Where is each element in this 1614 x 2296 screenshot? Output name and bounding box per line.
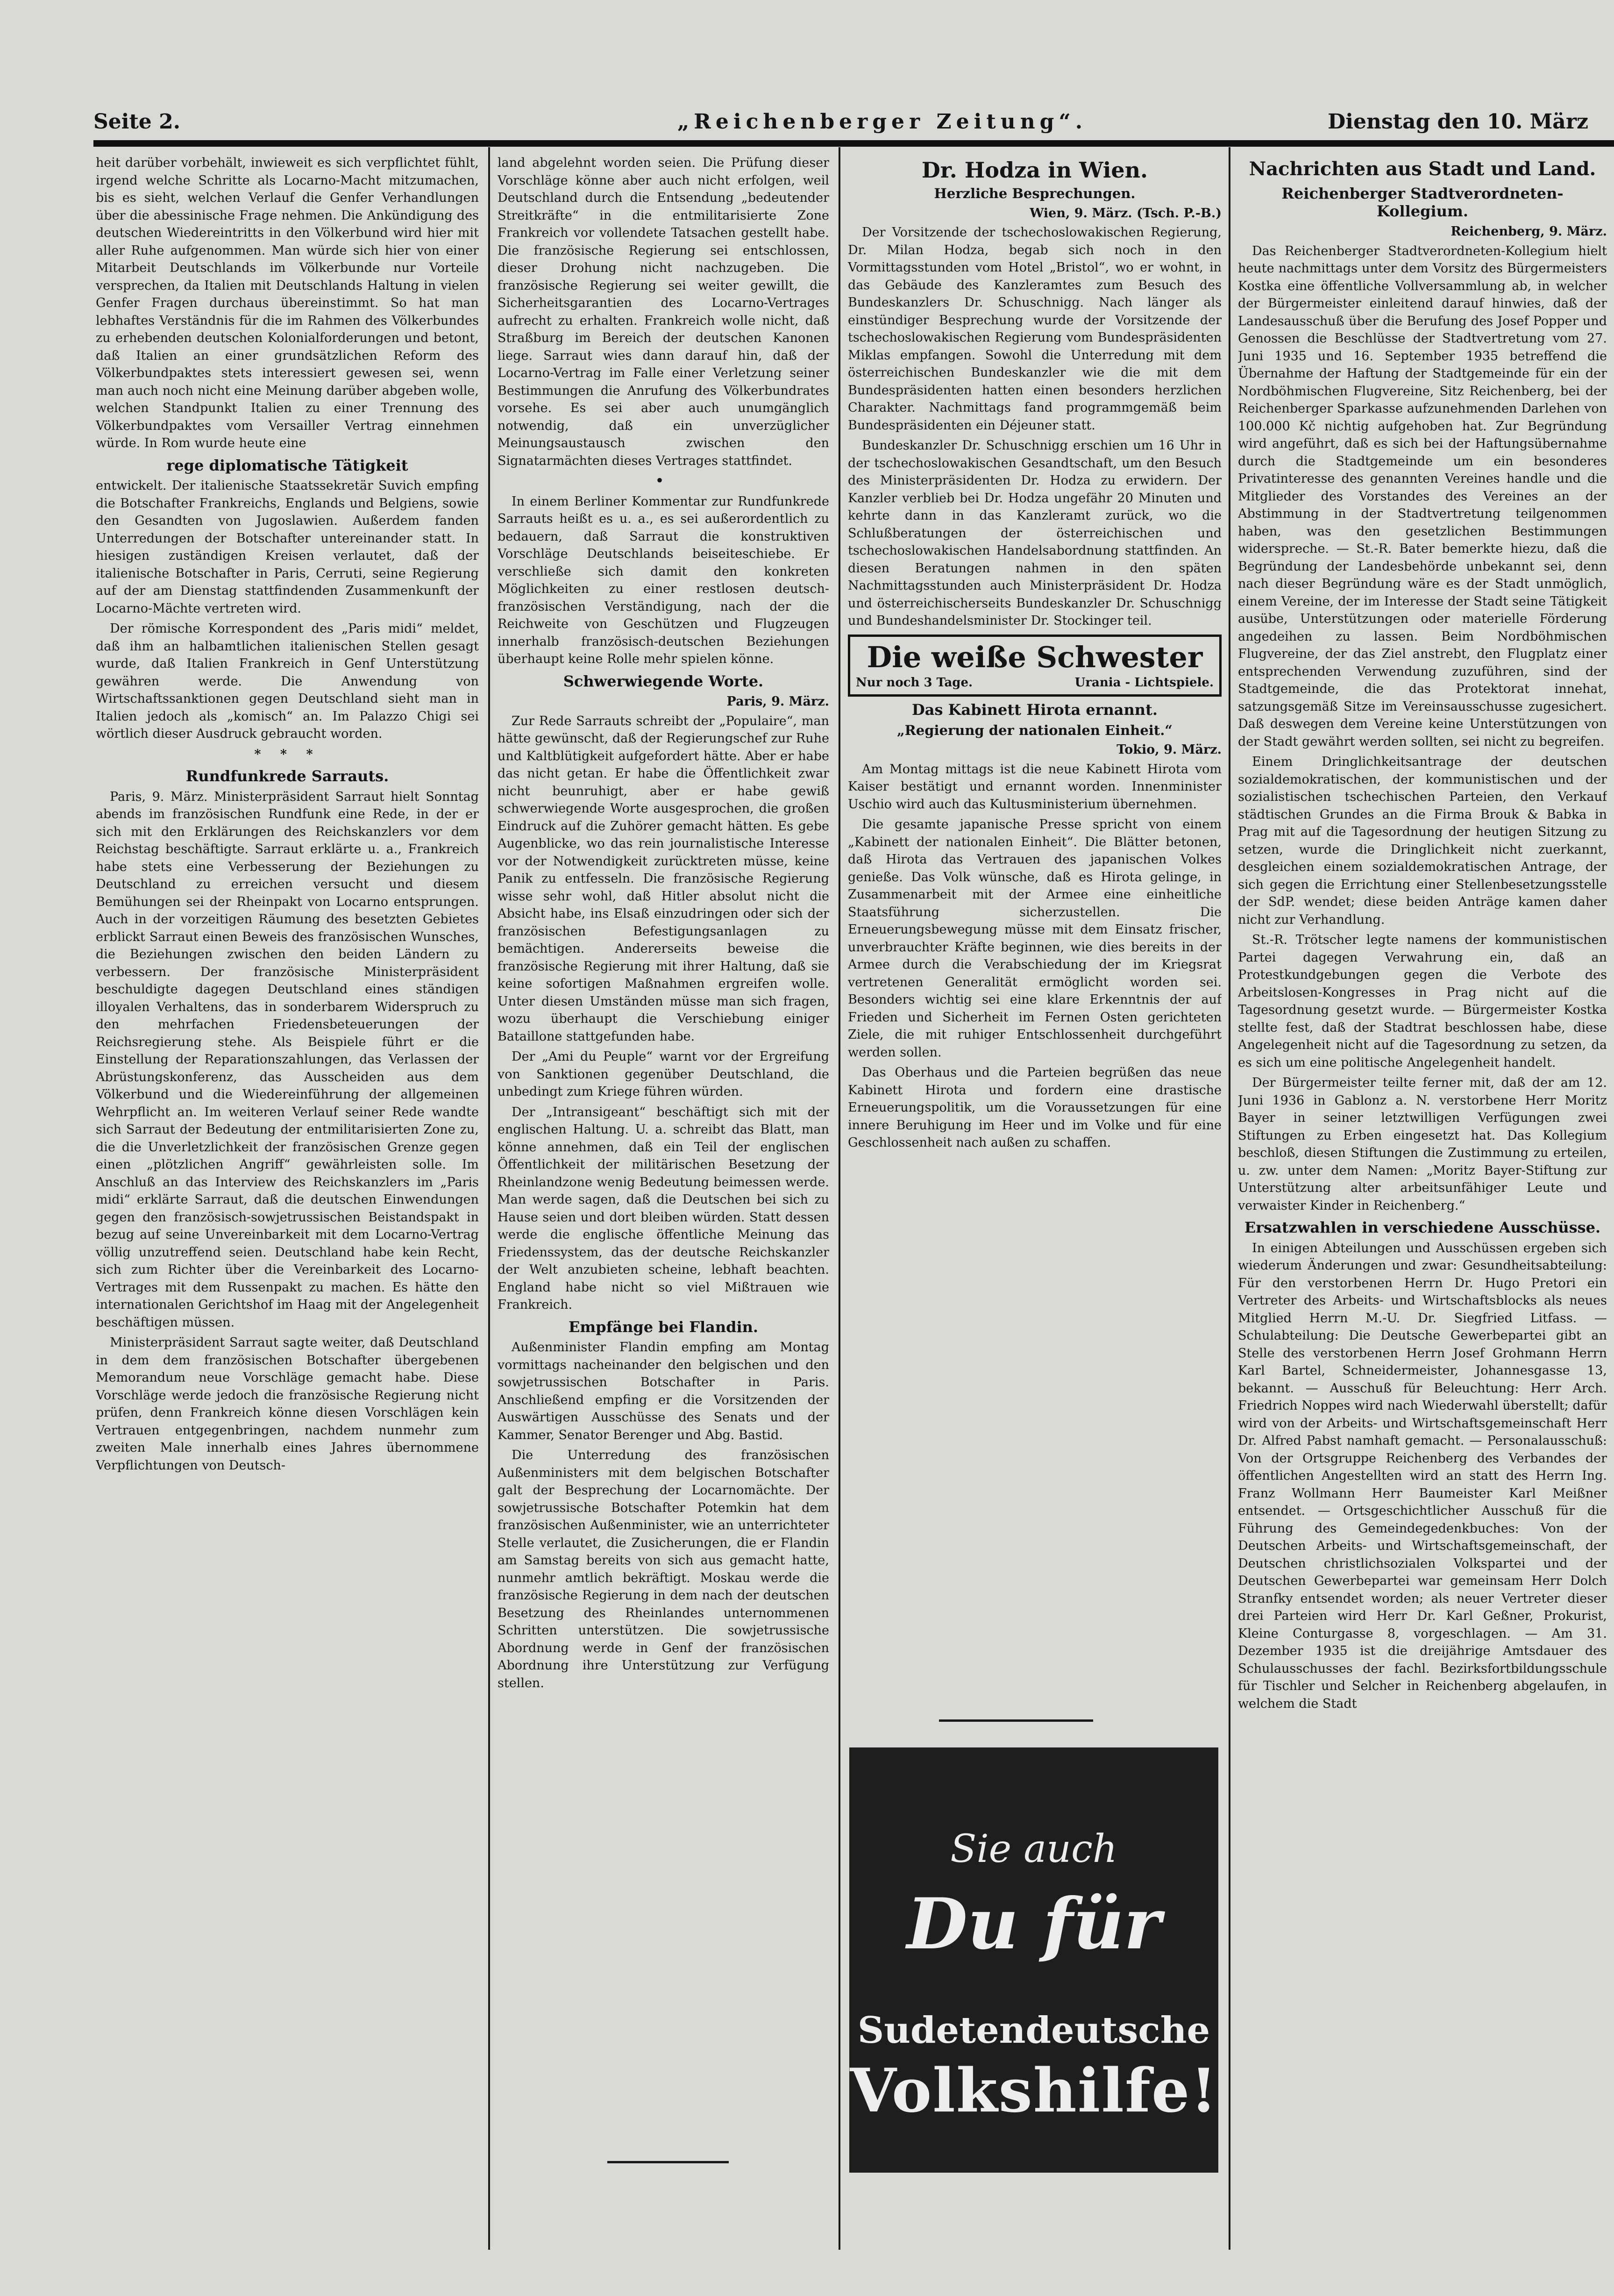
- article-paragraph: Die Unterredung des französischen Außenministers mit dem belgischen Botschafter galt der Besprechung der Locarnomächte. Der sowjetrussische Botschafter Potemkin hat dem französischen Außenminister, wie an unterrichteter Stelle verlautet, die Zusicherungen, die er Flandin am Samstag bereits von sich aus gemacht hatte, nunmehr amtlich bekräftigt. Moskau werde die französische Regierung in dem nach der deutschen Besetzung des Rheinlandes unternommenen Schritten unterstützen. Die sowjetrussische Abordnung werde in Genf der französischen Abordnung ihre Unterstützung zur Verfügung stellen.: [498, 1448, 829, 1690]
- article-end-rule: [939, 1719, 1093, 1722]
- article-paragraph: Der römische Korrespondent des „Paris midi“ meldet, daß ihm an halbamtlichen italienischen Stellen gesagt wurde, daß Italien Frankreich in Genf Unterstützung gewähren werde. Die Anwendung von Wirtschaftssanktionen gegen Deutschland sieht man in Italien jedoch als „komisch“ an. Im Palazzo Chigi sei wörtlich dieser Ausdruck gebraucht worden.: [96, 621, 479, 741]
- headline-hodza: Dr. Hodza in Wien.: [921, 157, 1148, 183]
- article-paragraph: Das Oberhaus und die Parteien begrüßen das neue Kabinett Hirota und fordern eine drastische Erneuerungspolitik, um die Voraussetzungen für eine innere Beruhigung im Heer und im Volke und für eine Geschlossenheit nach außen zu schaffen.: [848, 1065, 1222, 1150]
- article-end-rule: [607, 2161, 729, 2163]
- article-paragraph: Am Montag mittags ist die neue Kabinett Hirota vom Kaiser bestätigt und ernannt worden. Innenminister Uschio wird auch das Kultusministerium übernehmen.: [848, 762, 1222, 812]
- ad-venue: Urania - Lichtspiele.: [1074, 675, 1214, 690]
- subheading-ersatzwahlen: Ersatzwahlen in verschiedene Ausschüsse.: [1244, 1219, 1601, 1236]
- section-separator: * * *: [254, 747, 320, 762]
- ad-script-text: Sie auch: [950, 1827, 1117, 1871]
- dateline: Paris, 9. März.: [726, 694, 829, 709]
- headline-rundfunkrede: Rundfunkrede Sarrauts.: [185, 767, 389, 785]
- masthead-rule: [93, 140, 1614, 147]
- dateline: Tokio, 9. März.: [1116, 742, 1222, 757]
- article-paragraph: Außenminister Flandin empfing am Montag vormittags nacheinander den belgischen und den sowjetrussischen Botschafter in Paris. Anschließend empfing er die Vorsitzenden der Auswärtigen Ausschüsse des Senats und der Kammer, Senator Berenger und Abg. Bastid.: [498, 1340, 829, 1442]
- article-paragraph: Zur Rede Sarrauts schreibt der „Populaire“, man hätte gewünscht, daß der Regierungschef zur Ruhe und Kaltblütigkeit aufgefordert hätte. Aber er habe das nicht getan. Er habe die Öffentlichkeit zwar nicht beunruhigt, aber er habe gewiß schwerwiegende Worte ausgesprochen, die großen Eindruck auf die Zuhörer gemacht hätten. Es gebe Augenblicke, wo das rein journalistische Interesse vor der Notwendigkeit zurücktreten müsse, keine Panik zu entfesseln. Die französische Regierung wisse sehr wohl, daß Hitler absolut nicht die Absicht habe, ins Elsaß einzudringen oder sich der französischen Befestigungsanlagen zu bemächtigen. Andererseits beweise die französische Regierung mit ihrer Haltung, daß sie keine sofortigen Maßnahmen ergreifen wolle. Unter diesen Umständen müsse man sich fragen, wozu überhaupt die Verschiebung einiger Bataillone stattgefunden habe.: [498, 713, 829, 1044]
- article-paragraph: Bundeskanzler Dr. Schuschnigg erschien um 16 Uhr in der tschechoslowakischen Gesandtschaft, um den Besuch des Ministerpräsidenten Dr. Hodza zu erwidern. Der Kanzler verblieb bei Dr. Hodza ungefähr 20 Minuten und kehrte dann in das Kanzleramt zurück, wo die Schlußberatungen der österreichischen und tschechoslowakischen Handelsabordnung stattfinden. An diesen Beratungen nahmen in den späten Nachmittagsstunden auch Ministerpräsident Dr. Hodza und österreichischerseits Bundeskanzler Dr. Schuschnigg und Bundeshandelsminister Dr. Stockinger teil.: [848, 438, 1222, 628]
- article-paragraph: In einem Berliner Kommentar zur Rundfunkrede Sarrauts heißt es u. a., es sei außerordentlich zu bedauern, daß Sarraut die konstruktiven Vorschläge Deutschlands beiseiteschiebe. Er verschließe sich damit den konkreten Möglichkeiten zu einer restlosen deutsch-französischen Verständigung, nach der die Reichweite von Geschützen und Flugzeugen innerhalb französisch-deutschen Beziehungen überhaupt keine Rolle mehr spielen könne.: [498, 494, 829, 666]
- column-4: [1238, 154, 1607, 2285]
- column-divider: [1229, 147, 1230, 2250]
- ad-title: Die weiße Schwester: [867, 640, 1203, 674]
- article-paragraph: St.-R. Trötscher legte namens der kommunistischen Partei dagegen Verwahrung ein, daß an Protestkundgebungen gegen die Verbote des Arbeitslosen-Kongresses in Prag nicht auf die Tagesordnung gesetzt wurde. — Bürgermeister Kostka stellte fest, daß der Stadtrat beschlossen habe, diese Angelegenheit nicht auf die Tagesordnung zu setzen, da es sich um eine politische Angelegenheit handelt.: [1238, 933, 1607, 1070]
- column-divider: [488, 147, 490, 2250]
- subheadline: „Regierung der nationalen Einheit.“: [897, 722, 1173, 738]
- article-paragraph: Ministerpräsident Sarraut sagte weiter, daß Deutschland in dem dem französischen Botschafter übergebenen Memorandum neue Vorschläge gemacht habe. Diese Vorschläge werde jedoch die französische Regierung nicht prüfen, denn Frankreich könne diesen Vorschlägen kein Vertrauen entgegenbringen, nachdem nunmehr zum zweiten Male innerhalb eines Jahres übernommene Verpflichtungen von Deutsch-: [96, 1335, 479, 1473]
- ad-script-text: Du für: [907, 1883, 1161, 1965]
- cinema-advertisement: [848, 635, 1222, 697]
- article-paragraph: Einem Dringlichkeitsantrage der deutschen sozialdemokratischen, der kommunistischen und der sozialistischen tschechischen Parteien, den Verkauf städtischen Grundes an die Firma Brouk & Babka in Prag mit auf die Tagesordnung der heutigen Sitzung zu setzen, wurde die Dringlichkeit nicht zuerkannt, desgleichen einem sozialdemokratischen Antrage, der sich gegen die Errichtung einer Stellenbesetzungsstelle der SdP. wendet; diese beiden Anträge kamen daher nicht zur Verhandlung.: [1238, 755, 1607, 927]
- article-paragraph: heit darüber vorbehält, inwieweit es sich verpflichtet fühlt, irgend welche Schritte als Locarno-Macht mitzumachen, bis es sieht, welchen Verlauf die Genfer Verhandlungen über die abessinische Frage nehmen. Die Ankündigung des deutschen Wiedereintritts in den Völkerbund wird hier mit aller Ruhe aufgenommen. Man würde sich hier von einer Mitarbeit Deutschlands im Völkerbunde nur Vorteile versprechen, da Italien mit Deutschlands Haltung in vielen Genfer Fragen durchaus übereinstimmt. So hat man lebhaftes Verständnis für die im Rahmen des Völkerbundes zu erhebenden deutschen Kolonialforderungen und betont, daß Italien an einer grundsätzlichen Reform des Völkerbundpaktes stets interessiert gewesen sei, wenn man auch noch nicht eine Meinung darüber abgeben wolle, welchen Standpunkt Italien zu einer Trennung des Völkerbundpaktes vom Versailler Vertrag einnehmen würde. In Rom wurde heute eine: [96, 156, 479, 450]
- subheadline: Herzliche Besprechungen.: [934, 185, 1136, 201]
- newspaper-title: „Reichenberger Zeitung“.: [677, 110, 1088, 134]
- column-3: [848, 154, 1222, 1733]
- column-divider: [839, 147, 840, 2250]
- ad-headline: Volkshilfe!: [850, 2056, 1218, 2126]
- headline-hirota: Das Kabinett Hirota ernannt.: [912, 701, 1158, 719]
- page-number: Seite 2.: [93, 110, 181, 134]
- article-paragraph: land abgelehnt worden seien. Die Prüfung dieser Vorschläge könne aber auch nicht erfolgen, weil Deutschland durch die Entsendung „bedeutender Streitkräfte“ in die entmilitarisierte Zone Frankreich vor vollendete Tatsachen gestellt habe. Die französische Regierung sei entschlossen, dieser Drohung nicht nachzugeben. Die französische Regierung sei weiter gewillt, die Sicherheitsgarantien des Locarno-Vertrages aufrecht zu erhalten. Frankreich wolle nicht, daß Straßburg im Bereich der deutschen Kanonen liege. Sarraut wies dann darauf hin, daß der Locarno-Vertrag im Falle einer Verletzung seiner Bestimmungen die Anrufung des Völkerbundrates vorsehe. Es sei aber auch unumgänglich notwendig, daß ein unverzüglicher Meinungsaustausch zwischen den Signatarmächten dieses Vertrages stattfindet.: [498, 156, 829, 468]
- column-1: [96, 154, 479, 2285]
- ad-runtime: Nur noch 3 Tage.: [856, 675, 973, 690]
- article-paragraph: Der „Ami du Peuple“ warnt vor der Ergreifung von Sanktionen gegenüber Deutschland, die unbedingt zum Kriege führen würden.: [498, 1049, 829, 1099]
- ad-footer: [856, 674, 1214, 692]
- subheading-worte: Schwerwiegende Worte.: [563, 672, 764, 690]
- article-paragraph: entwickelt. Der italienische Staatssekretär Suvich empfing die Botschafter Frankreichs, Englands und Belgiens, sowie den Gesandten von Jugoslawien. Außerdem fanden Unterredungen der Botschafter untereinander statt. In hiesigen zuständigen Kreisen verlautet, daß der italienische Botschafter in Paris, Cerruti, seine Regierung auf der am Dienstag stattfindenden Zusammenkunft der Locarno-Mächte vertreten wird.: [96, 478, 479, 616]
- article-paragraph: Der Bürgermeister teilte ferner mit, daß der am 12. Juni 1936 in Gablonz a. N. verstorbene Herr Moritz Bayer in seiner letztwilligen Verfügungen zwei Stiftungen zu Erben eingesetzt hat. Das Kollegium beschloß, diesen Stiftungen die Zustimmung zu erteilen, u. zw. unter dem Namen: „Moritz Bayer-Stiftung zur Unterstützung alter arbeitsunfähiger Leute und verwaister Kinder in Reichenberg.“: [1238, 1076, 1607, 1213]
- issue-date: Dienstag den 10. März: [1328, 110, 1588, 134]
- ad-headline: Sudetendeutsche: [857, 2009, 1210, 2052]
- headline-stadtverordneten: Reichenberger Stadtverordneten-Kollegium.: [1281, 185, 1564, 220]
- section-separator: •: [655, 474, 671, 488]
- section-headline: Nachrichten aus Stadt und Land.: [1249, 158, 1596, 180]
- article-paragraph: Paris, 9. März. Ministerpräsident Sarraut hielt Sonntag abends im französischen Rundfunk eine Rede, in der er sich mit den Erklärungen des Reichskanzlers vor dem Reichstag beschäftigte. Sarraut erklärte u. a., Frankreich habe stets eine Verbesserung der Beziehungen zu Deutschland zu erreichen versucht und diesem Bemühungen sei der Rheinpakt von Locarno entsprungen. Auch in der vorzeitigen Räumung des besetzten Gebietes erblickt Sarraut einen Beweis des französischen Wunsches, die Beziehungen zwischen den beiden Ländern zu verbessern. Der französische Ministerpräsident beschuldigte dagegen Deutschland eines ständigen illoyalen Verhaltens, das in sonderbarem Widerspruch zu den mehrfachen Friedensbeteuerungen der Reichsregierung stehe. Als Beispiele führt er die Einstellung der Reparationszahlungen, das Verlassen der Abrüstungskonferenz, das Ausscheiden aus dem Völkerbund und die Wiedereinführung der allgemeinen Wehrpflicht an. Im weiteren Verlauf seiner Rede wandte sich Sarraut der Bedeutung der entmilitarisierten Zone zu, die die Unverletzlichkeit der französischen Grenze gegen einen „plötzlichen Angriff“ gewährleisten solle. Im Anschluß an das Interview des Reichskanzlers im „Paris midi“ erklärte Sarraut, daß die deutschen Einwendungen gegen den französisch-sowjetrussischen Beistandspakt in bezug auf seine Unvereinbarkeit mit dem Locarno-Vertrag völlig unzutreffend seien. Deutschland habe kein Recht, sich zum Richter über die Vereinbarkeit des Locarno-Vertrages mit dem Russenpakt zu machen. Es hätte den internationalen Gerichtshof im Haag mit der Angelegenheit beschäftigen müssen.: [96, 789, 479, 1330]
- article-paragraph: Der Vorsitzende der tschechoslowakischen Regierung, Dr. Milan Hodza, begab sich noch in den Vormittagsstunden vom Hotel „Bristol“, wo er wohnt, in das Gebäude des Kanzleramtes zum Besuch des Bundeskanzlers Dr. Schuschnigg. Nach länger als einstündiger Besprechung wurde der Vorsitzende der tschechoslowakischen Regierung vom Bundespräsidenten Miklas empfangen. Sowohl die Unterredung mit dem österreichischen Bundeskanzler wie die mit dem Bundespräsidenten hatten einen besonders herzlichen Charakter. Nachmittags fand programmgemäß beim Bundespräsidenten ein Déjeuner statt.: [848, 225, 1222, 433]
- subheading-flandin: Empfänge bei Flandin.: [568, 1318, 759, 1336]
- dateline: Reichenberg, 9. März.: [1450, 224, 1607, 239]
- dateline: Wien, 9. März. (Tsch. P.-B.): [1030, 206, 1222, 221]
- masthead: [93, 110, 1607, 138]
- article-paragraph: Der „Intransigeant“ beschäftigt sich mit der englischen Haltung. U. a. schreibt das Blatt, man könne annehmen, daß ein Teil der englischen Öffentlichkeit der militärischen Besetzung der Rheinlandzone wenig Bedeutung beimessen werde. Man werde sagen, daß die Deutschen bei sich zu Hause seien und dort bleiben würden. Statt dessen werde die englische öffentliche Meinung das Friedenssystem, das der deutsche Reichskanzler der Welt anzubieten scheine, lebhaft beachten. England habe nicht so viel Mißtrauen wie Frankreich.: [498, 1105, 829, 1312]
- article-paragraph: Die gesamte japanische Presse spricht von einem „Kabinett der nationalen Einheit“. Die Blätter betonen, daß Hirota das Vertrauen des japanischen Volkes genieße. Das Volk wünsche, daß es Hirota gelinge, in Zusammenarbeit mit der Armee eine einheitliche Staatsführung sicherzustellen. Die Erneuerungsbewegung müsse mit dem Einsatz frischer, unverbrauchter Kräfte beginnen, wie dies bereits in der Armee durch die Verabschiedung der im Kriegsrat vertretenen Generalität ermöglicht worden sei. Besonders wichtig sei eine klare Erkenntnis der auf Frieden und Sicherheit im Fernen Osten gerichteten Ziele, die mit ruhiger Entschlossenheit durchgeführt werden sollen.: [848, 817, 1222, 1060]
- column-2: [498, 154, 829, 2210]
- volkshilfe-advertisement: [849, 1747, 1218, 2173]
- article-paragraph: Das Reichenberger Stadtverordneten-Kollegium hielt heute nachmittags unter dem Vorsitz des Bürgermeisters Kostka eine öffentliche Vollversammlung ab, in welcher der Bürgermeister einleitend darauf hinwies, daß der Landesausschuß über die Berufung des Josef Popper und Genossen die Beschlüsse der Stadtvertretung vom 27. Juni 1935 und 16. September 1935 betreffend die Übernahme der Haftung der Stadtgemeinde für ein der Nordböhmischen Flugvereine, Sitz Reichenberg, bei der Reichenberger Sparkasse aufzunehmenden Darlehen von 100.000 Kč nichtig aufgehoben hat. Zur Begründung wird angeführt, daß es sich bei der Haftungsübernahme durch die Stadtgemeinde um ein besonderes Privatinteresse des genannten Vereines handle und die Mitglieder des Vorstandes des Vereines an der Abstimmung in der Stadtvertretung teilgenommen haben, was den gesetzlichen Bestimmungen widerspreche. — St.-R. Bater bemerkte hiezu, daß die Begründung der Landesbehörde unbekannt sei, denn nach dieser Begründung wäre es der Stadt unmöglich, einem Vereine, der im Interesse der Stadt seine Tätigkeit ausübe, Unterstützungen oder materielle Förderung angedeihen zu lassen. Beim Nordböhmischen Flugvereine, der das Ziel anstrebt, den Flugplatz einer entsprechenden Verwendung zuzuführen, sind der Stadtgemeinde, die das Protektorat innehat, satzungsgemäß Sitze im Vereinsausschusse zugesichert. Daß deswegen dem Vereine keine Unterstützungen von der Stadt gewährt werden sollten, sei nicht zu begreifen.: [1238, 243, 1607, 749]
- article-paragraph: In einigen Abteilungen und Ausschüssen ergeben sich wiederum Änderungen und zwar: Gesundheitsabteilung: Für den verstorbenen Herrn Dr. Hugo Pretori ein Vertreter des Arbeits- und Wirtschaftsblocks als neues Mitglied Herrn M.-U. Dr. Siegfried Litfass. — Schulabteilung: Die Deutsche Gewerbepartei gibt an Stelle des verstorbenen Herrn Josef Grohmann Herrn Karl Bartel, Schneidermeister, Johannesgasse 13, bekannt. — Ausschuß für Beleuchtung: Herr Arch. Friedrich Noppes wird nach Wiederwahl überstellt; dafür wird von der Arbeits- und Wirtschaftsgemeinschaft Herr Dr. Alfred Pabst namhaft gemacht. — Personalausschuß: Von der Ortsgruppe Reichenberg des Verbandes der öffentlichen Angestellten wird an statt des Herrn Ing. Franz Wollmann Herr Baumeister Karl Meißner entsendet. — Ortsgeschichtlicher Ausschuß für die Führung des Gemeindegedenkbuches: Von der Deutschen Arbeits- und Wirtschaftsgemeinschaft, der Deutschen christlichsozialen Volkspartei und der Deutschen Gewerbepartei war gemeinsam Herr Dolch Stranfky entsendet worden; als neuer Vertreter dieser drei Parteien wird Herr Dr. Karl Geßner, Prokurist, Kleine Conturgasse 8, vorgeschlagen. — Am 31. Dezember 1935 ist die dreijährige Amtsdauer des Schulausschusses der fachl. Bezirksfortbildungsschule für Tischler und Selcher in Reichenberg abgelaufen, in welchem die Stadt: [1238, 1241, 1607, 1711]
- subheading-diplomacy: rege diplomatische Tätigkeit: [166, 456, 408, 474]
